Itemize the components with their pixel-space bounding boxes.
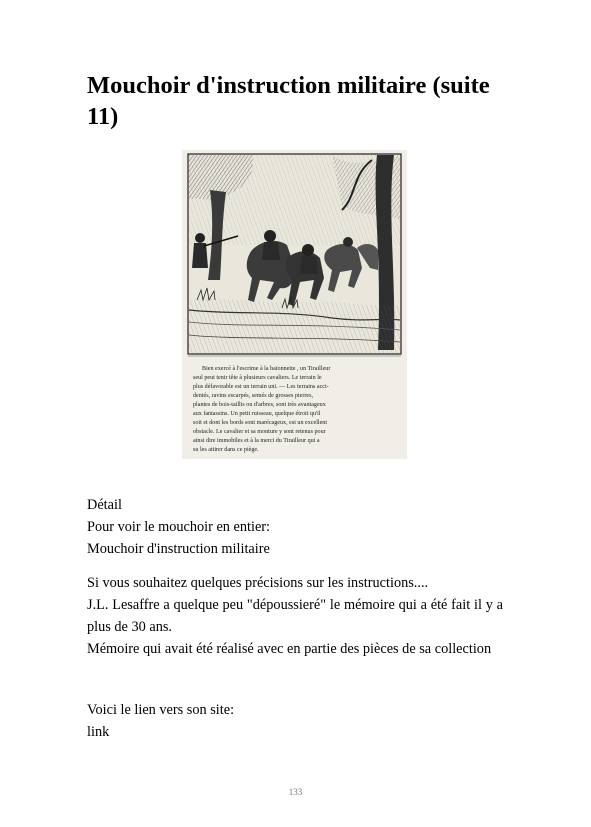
page-title: Mouchoir d'instruction militaire (suite 11) <box>87 72 490 130</box>
caption-line: plus défavorable est un terrain uni. — Les terrains acci- <box>193 384 329 390</box>
caption-line: aux fantassins. Un petit ruisseau, quelque étroit qu'il <box>193 411 321 417</box>
instructions-intro: Si vous souhaitez quelques précisions sur les instructions.... <box>87 575 429 591</box>
caption-line: obstacle. Le cavalier et sa monture y sont retenus pour <box>193 429 326 435</box>
site-link[interactable]: link <box>87 724 110 740</box>
caption-line: plantes de bois-taillis ou d'arbres, sont très avantageux <box>193 402 326 408</box>
detail-block <box>87 494 503 560</box>
instructions-block <box>87 572 503 660</box>
detail-label: Détail <box>87 497 122 513</box>
full-handkerchief-link[interactable]: Mouchoir d'instruction militaire <box>87 541 270 557</box>
caption-line: dentés, ravins escarpés, semés de grosses pierres, <box>193 393 313 399</box>
caption-line: seul peut tenir tête à plusieurs cavaliers. Le terrain le <box>193 375 322 381</box>
caption-line: soit et dont les bords sont marécageux, est un excellent <box>193 420 328 426</box>
caption-line: su les attirer dans ce piège. <box>193 447 259 453</box>
page-number: 133 <box>288 787 303 797</box>
see-full-text: Pour voir le mouchoir en entier: <box>87 519 271 535</box>
memoire-note: Mémoire qui avait été réalisé avec en partie des pièces de sa collection <box>87 641 492 657</box>
engraving-illustration <box>182 150 407 459</box>
caption-line: Bien exercé à l'escrime à la baïonnette , un Tirailleur <box>202 366 331 372</box>
site-link-block <box>87 699 503 743</box>
caption-line: ainsi dire immobiles et à la merci du Tirailleur qui a <box>193 438 320 444</box>
site-link-label: Voici le lien vers son site: <box>87 702 235 718</box>
lesaffre-note: J.L. Lesaffre a quelque peu "dépoussieré" le mémoire qui a été fait il y a plus de 30 ans. <box>87 597 503 635</box>
engraving-image <box>182 150 407 459</box>
